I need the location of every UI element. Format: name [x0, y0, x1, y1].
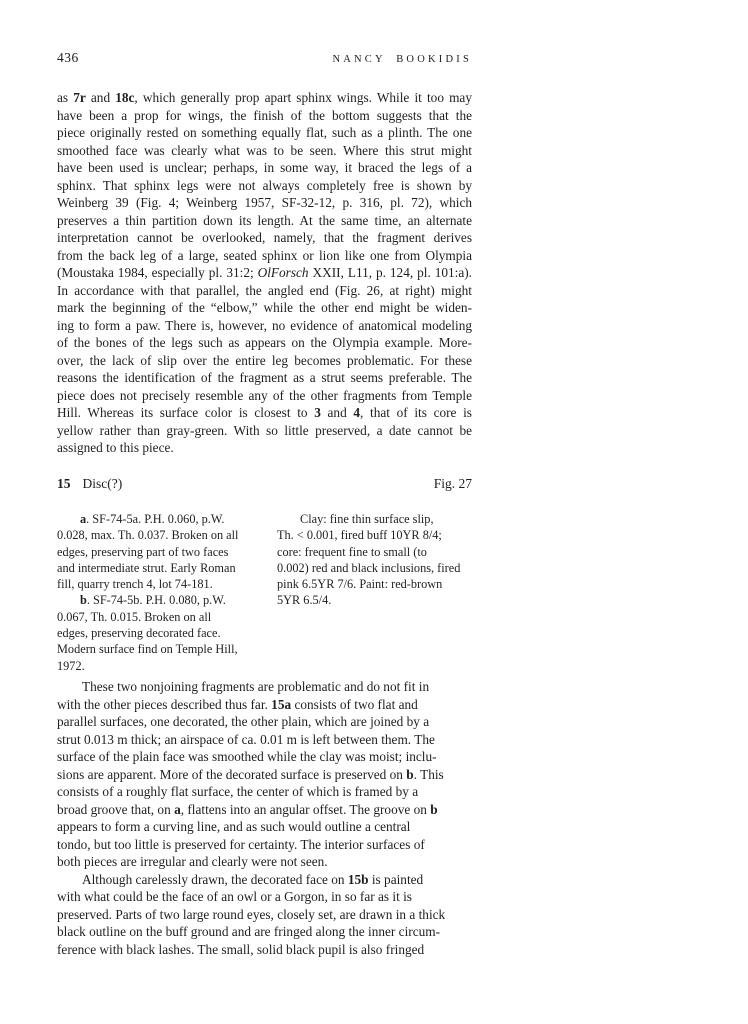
- bold-run: 15b: [347, 871, 369, 887]
- text-line: reasons the identification of the fragment as a strut seems preferable. The: [57, 370, 472, 385]
- catalog-entry-b: [57, 592, 269, 673]
- text-line: 0.028, max. Th. 0.037. Broken on all: [57, 528, 239, 543]
- page-header: [57, 50, 472, 66]
- bold-run: b: [80, 593, 87, 608]
- text-line: yellow rather than gray-green. With so little preserved, a date cannot be: [57, 422, 472, 438]
- bold-run: b: [430, 801, 438, 817]
- text-line: sphinx. That sphinx legs were not always completely free is shown by: [57, 177, 472, 193]
- text-line: broad groove that, on a, flattens into an angular offset. The groove on b: [57, 801, 438, 817]
- text-line: a. SF-74-5a. P.H. 0.060, p.W.: [80, 512, 225, 526]
- text-line: preserves a thin partition down its length. At the same time, an alternate: [57, 212, 472, 228]
- text-line: have been a prop for wings, the finish of the bottom suggests that the: [57, 107, 472, 123]
- figure-reference: Fig. 27: [433, 476, 472, 491]
- italic-run: OlForsch: [257, 265, 309, 280]
- text-line: pink 6.5YR 7/6. Paint: red-brown: [277, 577, 443, 592]
- text-line: core: frequent fine to small (to: [277, 544, 427, 559]
- text-line: appears to form a curving line, and as such would outline a central: [57, 819, 411, 834]
- bold-run: 3: [314, 405, 321, 420]
- text-line: smoothed face was clearly what was to be seen. Where this strut might: [57, 142, 472, 158]
- text-line: consists of a roughly flat surface, the center of which is framed by a: [57, 784, 419, 799]
- text-line: interpretation cannot be overlooked, namely, that the fragment derives: [57, 230, 472, 245]
- bold-run: a: [80, 512, 87, 526]
- text-line: from the back leg of a large, seated sphinx or lion like one from Olympia: [57, 247, 472, 263]
- text-line: mark the beginning of the “elbow,” while the other end might be widen-: [57, 300, 472, 315]
- text-line: sions are apparent. More of the decorated surface is preserved on b. This: [57, 766, 444, 782]
- catalog-column-left: [57, 511, 269, 674]
- text-line: Weinberg 39 (Fig. 4; Weinberg 1957, SF-32-12, p. 316, pl. 72), which: [57, 195, 472, 210]
- text-line: strut 0.013 m thick; an airspace of ca. 0.01 m is left between them. The: [57, 731, 435, 747]
- fabric-description: [277, 511, 472, 609]
- text-line: 1972.: [57, 658, 85, 673]
- catalog-entry-a: [57, 511, 269, 592]
- text-line: over, the lack of slip over the entire leg becomes problematic. For these: [57, 352, 472, 368]
- text-line: parallel surfaces, one decorated, the other plain, which are joined by a: [57, 714, 430, 729]
- text-line: assigned to this piece.: [57, 440, 174, 455]
- catalog-column-right: [277, 511, 472, 674]
- paragraph-1: [57, 89, 472, 457]
- text-line: 0.002) red and black inclusions, fired: [277, 560, 461, 575]
- paragraph-2: [57, 678, 472, 871]
- discussion-section: [57, 678, 472, 958]
- page-number: 436: [57, 50, 79, 65]
- paragraph-3: [57, 871, 472, 959]
- text-line: piece does not precisely resemble any of the other fragments from Temple: [57, 387, 472, 403]
- text-line: Hill. Whereas its surface color is closest to 3 and 4, that of its core is: [57, 405, 472, 420]
- text-line: both pieces are irregular and clearly were not seen.: [57, 854, 328, 869]
- bold-run: a: [174, 801, 181, 817]
- text-line: ference with black lashes. The small, solid black pupil is also fringed: [57, 941, 425, 957]
- text-line: preserved. Parts of two large round eyes, closely set, are drawn in a thick: [57, 906, 446, 922]
- text-line: These two nonjoining fragments are problematic and do not fit in: [82, 679, 430, 694]
- catalog-entry-body: [57, 511, 472, 674]
- text-line: In accordance with that parallel, the angled end (Fig. 26, at right) might: [57, 282, 472, 298]
- text-line: edges, preserving part of two faces: [57, 544, 229, 559]
- text-line: Modern surface find on Temple Hill,: [57, 642, 238, 657]
- running-head: NANCY BOOKIDIS: [332, 54, 472, 65]
- text-line: of the bones of the legs such as appears on the Olympia example. More-: [57, 335, 472, 350]
- text-line: b. SF-74-5b. P.H. 0.080, p.W.: [80, 593, 226, 608]
- catalog-title: Disc(?): [82, 476, 123, 491]
- bold-run: 4: [353, 405, 361, 420]
- text-line: Th. < 0.001, fired buff 10YR 8/4;: [277, 528, 442, 543]
- text-line: with what could be the face of an owl or a Gorgon, in so far as it is: [57, 889, 412, 904]
- text-line: surface of the plain face was smoothed while the clay was moist; inclu-: [57, 749, 437, 764]
- text-line: piece originally rested on something equally flat, such as a plinth. The one: [57, 125, 472, 140]
- bold-run: 18c: [115, 90, 135, 105]
- catalog-heading-left: [57, 476, 122, 492]
- text-line: edges, preserving decorated face.: [57, 626, 221, 641]
- text-line: have been used is unclear; perhaps, in some way, it braced the legs of a: [57, 160, 472, 175]
- bold-run: b: [406, 766, 414, 782]
- bold-run: 7r: [73, 90, 86, 105]
- text-line: with the other pieces described thus far. 15a consists of two flat and: [57, 696, 418, 712]
- text-line: as 7r and 18c, which generally prop apart sphinx wings. While it too may: [57, 90, 472, 105]
- text-line: 0.067, Th. 0.015. Broken on all: [57, 609, 212, 624]
- text-line: and intermediate strut. Early Roman: [57, 560, 236, 575]
- text-line: 5YR 6.5/4.: [277, 593, 332, 608]
- text-line: ing to form a paw. There is, however, no evidence of anatomical modeling: [57, 317, 472, 333]
- text-line: Although carelessly drawn, the decorated face on 15b is painted: [82, 871, 424, 887]
- text-line: fill, quarry trench 4, lot 74-181.: [57, 577, 213, 592]
- text-line: (Moustaka 1984, especially pl. 31:2; OlForsch XXII, L11, p. 124, pl. 101:a).: [57, 265, 472, 280]
- bold-run: 15a: [271, 696, 292, 712]
- text-line: black outline on the buff ground and are fringed along the inner circum-: [57, 924, 441, 939]
- catalog-number: 15: [57, 476, 71, 491]
- text-line: Clay: fine thin surface slip,: [300, 512, 434, 526]
- catalog-entry-heading: [57, 476, 472, 492]
- text-line: tondo, but too little is preserved for certainty. The interior surfaces of: [57, 836, 425, 852]
